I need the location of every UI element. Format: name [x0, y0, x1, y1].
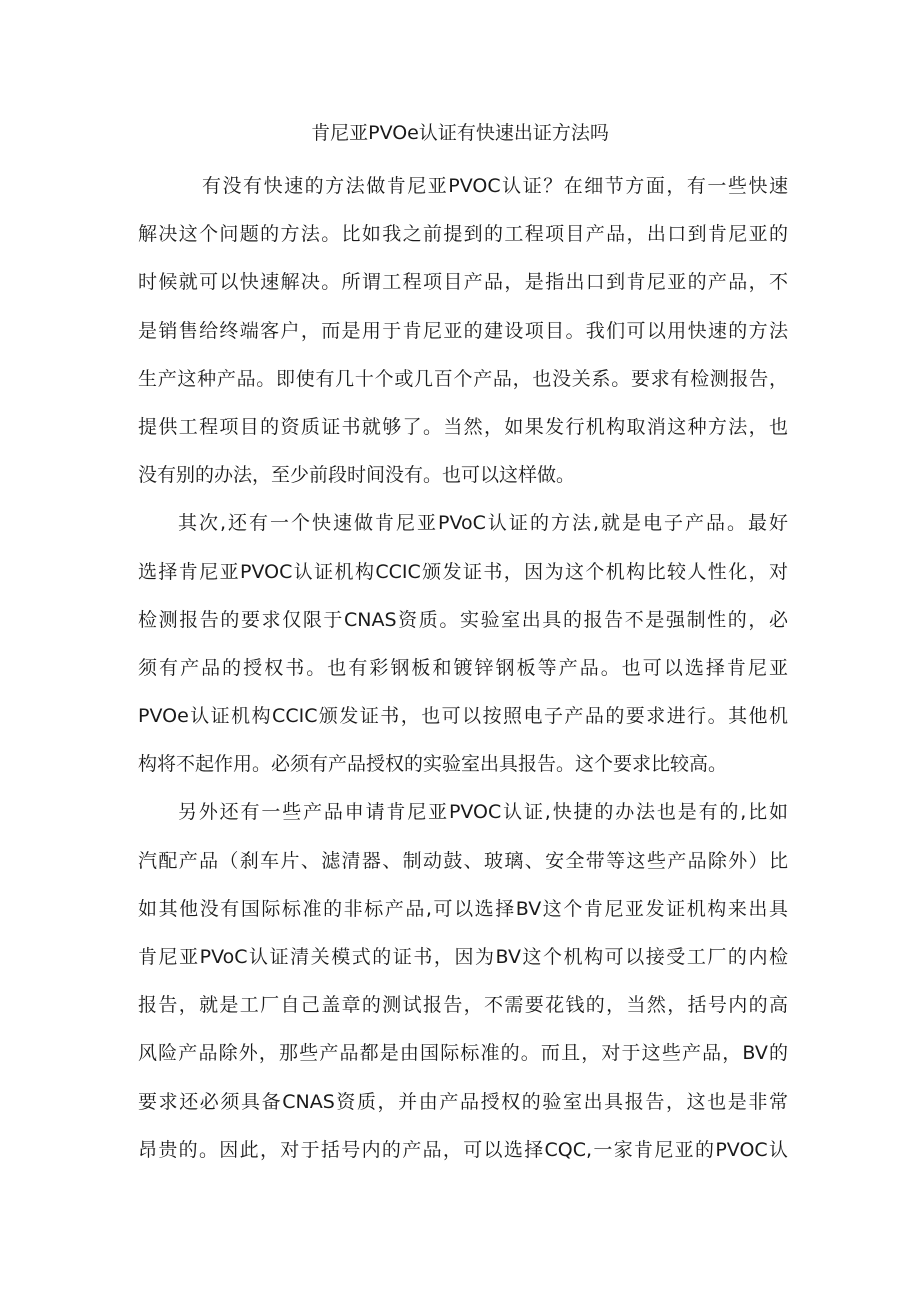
paragraph-2-line: 选择肯尼亚PVOC认证机构CCIC颁发证书，因为这个机构比较人性化，对: [138, 560, 788, 583]
paragraph-2-line: 须有产品的授权书。也有彩钢板和镀锌钢板等产品。也可以选择肯尼亚: [138, 656, 788, 679]
paragraph-1-line: 是销售给终端客户，而是用于肯尼亚的建设项目。我们可以用快速的方法: [138, 319, 788, 342]
paragraph-2-line: PVOe认证机构CCIC颁发证书，也可以按照电子产品的要求进行。其他机: [138, 705, 788, 728]
paragraph-3-line: 如其他没有国际标准的非标产品,可以选择BV这个肯尼亚发证机构来出具: [138, 897, 788, 920]
paragraph-1-line: 没有别的办法，至少前段时间没有。也可以这样做。: [138, 464, 576, 487]
paragraph-1-line: 解决这个问题的方法。比如我之前提到的工程项目产品，出口到肯尼亚的: [138, 223, 788, 246]
paragraph-1-line: 生产这种产品。即使有几十个或几百个产品，也没关系。要求有检测报告，: [138, 367, 788, 390]
paragraph-3-line: 汽配产品（刹车片、滤清器、制动鼓、玻璃、安全带等这些产品除外）比: [138, 849, 788, 872]
paragraph-2-line: 构将不起作用。必须有产品授权的实验室出具报告。这个要求比较高。: [138, 753, 728, 776]
paragraph-1-line: 提供工程项目的资质证书就够了。当然，如果发行机构取消这种方法，也: [138, 415, 788, 438]
paragraph-3-line: 要求还必须具备CNAS资质，并由产品授权的验室出具报告，这也是非常: [138, 1090, 788, 1113]
paragraph-1-line: 时候就可以快速解决。所谓工程项目产品，是指出口到肯尼亚的产品，不: [138, 271, 788, 294]
document-body: [138, 162, 788, 1174]
paragraph-3-line: 肯尼亚PVoC认证清关模式的证书，因为BV这个机构可以接受工厂的内检: [138, 946, 788, 968]
paragraph-3-line: 报告，就是工厂自己盖章的测试报告，不需要花钱的，当然，括号内的高: [138, 994, 788, 1017]
paragraph-1-line: 有没有快速的方法做肯尼亚PVOC认证？在细节方面，有一些快速: [202, 175, 788, 197]
paragraph-2-line: 检测报告的要求仅限于CNAS资质。实验室出具的报告不是强制性的，必: [138, 608, 788, 631]
paragraph-3-line: 风险产品除外，那些产品都是由国际标准的。而且，对于这些产品，BV的: [138, 1042, 788, 1065]
paragraph-3-line: 昂贵的。因此，对于括号内的产品，可以选择CQC,一家肯尼亚的PVOC认: [138, 1138, 788, 1161]
paragraph-3-line: 另外还有一些产品申请肯尼亚PVOC认证,快捷的办法也是有的,比如: [178, 801, 788, 824]
document-title: 肯尼亚PVOe认证有快速出证方法吗: [311, 122, 609, 144]
paragraph-2-line: 其次,还有一个快速做肯尼亚PVoC认证的方法,就是电子产品。最好: [178, 512, 788, 535]
